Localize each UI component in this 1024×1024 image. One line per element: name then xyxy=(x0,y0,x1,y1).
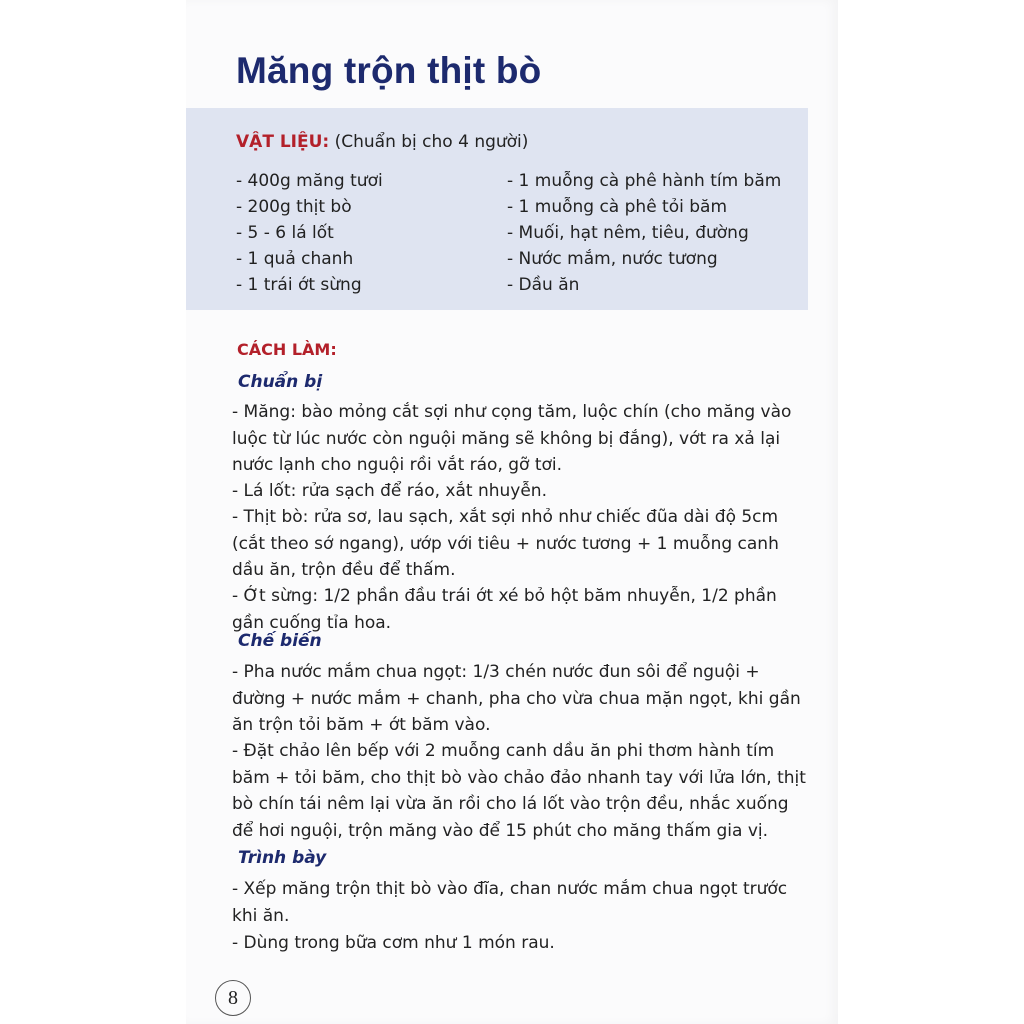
prep-step: - Ớt sừng: 1/2 phần đầu trái ớt xé bỏ hột băm nhuyễn, 1/2 phần gần cuống tỉa hoa. xyxy=(232,586,777,633)
method-heading: CÁCH LÀM: xyxy=(237,340,337,359)
cook-step: - Pha nước mắm chua ngọt: 1/3 chén nước đun sôi để nguội + đường + nước mắm + chanh, pha cho vừa chua mặn ngọt, khi gần ăn trộn tỏi băm + ớt băm vào. xyxy=(232,662,801,735)
serve-step: - Dùng trong bữa cơm như 1 món rau. xyxy=(232,933,555,953)
ingredient-item: - 1 muỗng cà phê tỏi băm xyxy=(507,197,728,217)
ingredient-item: - 400g măng tươi xyxy=(236,171,383,191)
serving-note: (Chuẩn bị cho 4 người) xyxy=(329,132,529,152)
ingredient-item: - Muối, hạt nêm, tiêu, đường xyxy=(507,223,749,243)
ingredients-heading xyxy=(236,132,528,152)
prep-subheading: Chuẩn bị xyxy=(238,372,323,392)
cook-subheading: Chế biến xyxy=(238,631,322,651)
ingredients-left-column xyxy=(236,168,383,298)
ingredient-item: - Nước mắm, nước tương xyxy=(507,249,718,269)
ingredient-item: - 200g thịt bò xyxy=(236,197,352,217)
prep-step: - Măng: bào mỏng cắt sợi như cọng tăm, luộc chín (cho măng vào luộc từ lúc nước còn nguội măng sẽ không bị đắng), vớt ra xả lại nước lạnh cho nguội rồi vắt ráo, gỡ tơi. xyxy=(232,402,792,475)
ingredient-item: - 1 quả chanh xyxy=(236,249,354,269)
ingredient-item: - 1 trái ớt sừng xyxy=(236,275,362,295)
ingredient-item: - 1 muỗng cà phê hành tím băm xyxy=(507,171,782,191)
ingredients-label: VẬT LIỆU: xyxy=(236,132,330,152)
cook-step: - Đặt chảo lên bếp với 2 muỗng canh dầu ăn phi thơm hành tím băm + tỏi băm, cho thịt bò vào chảo đảo nhanh tay với lửa lớn, thịt bò chín tái nêm lại vừa ăn rồi cho lá lốt vào trộn đều, nhắc xuống để hơi nguội, trộn măng vào để 15 phút cho măng thấm gia vị. xyxy=(232,741,806,841)
prep-step: - Lá lốt: rửa sạch để ráo, xắt nhuyễn. xyxy=(232,481,547,501)
page-number: 8 xyxy=(215,980,251,1016)
ingredients-right-column xyxy=(507,168,781,298)
ingredient-item: - 5 - 6 lá lốt xyxy=(236,223,334,243)
serve-step: - Xếp măng trộn thịt bò vào đĩa, chan nước mắm chua ngọt trước khi ăn. xyxy=(232,879,788,926)
serve-subheading: Trình bày xyxy=(238,848,327,868)
ingredient-item: - Dầu ăn xyxy=(507,275,580,295)
recipe-title: Măng trộn thịt bò xyxy=(236,50,542,91)
prep-step: - Thịt bò: rửa sơ, lau sạch, xắt sợi nhỏ như chiếc đũa dài độ 5cm (cắt theo sớ ngang), ướp với tiêu + nước tương + 1 muỗng canh dầu ăn, trộn đều để thấm. xyxy=(232,507,779,580)
